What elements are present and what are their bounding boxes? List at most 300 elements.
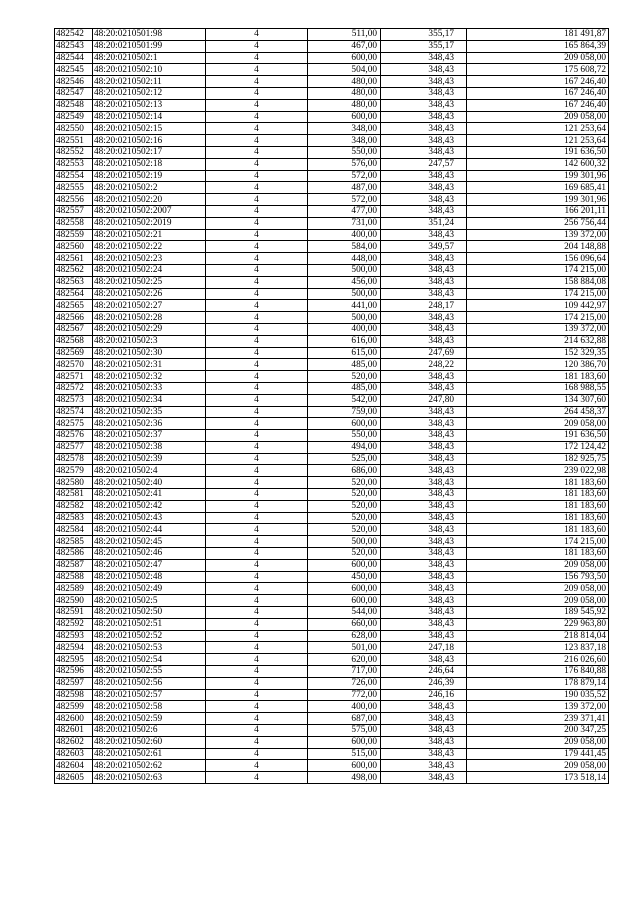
area-cell: 525,00 <box>308 453 381 465</box>
area-cell: 448,00 <box>308 253 381 265</box>
row-number-cell: 482569 <box>55 347 93 359</box>
cadastral-value-cell: 134 307,60 <box>467 394 609 406</box>
specific-value-cell: 348,43 <box>381 772 467 784</box>
area-cell: 731,00 <box>308 217 381 229</box>
specific-value-cell: 348,43 <box>381 135 467 147</box>
table-row <box>55 536 609 548</box>
row-number-cell: 482586 <box>55 548 93 560</box>
table-row <box>55 323 609 335</box>
area-cell: 400,00 <box>308 229 381 241</box>
specific-value-cell: 348,43 <box>381 87 467 99</box>
cadastral-number-cell: 48:20:0210502:2007 <box>93 205 206 217</box>
row-number-cell: 482550 <box>55 123 93 135</box>
row-number-cell: 482599 <box>55 701 93 713</box>
cadastral-value-cell: 165 864,39 <box>467 40 609 52</box>
cadastral-value-cell: 173 518,14 <box>467 772 609 784</box>
cadastral-number-cell: 48:20:0210502:2019 <box>93 217 206 229</box>
area-cell: 441,00 <box>308 300 381 312</box>
row-number-cell: 482592 <box>55 618 93 630</box>
specific-value-cell: 348,43 <box>381 76 467 88</box>
cadastral-value-cell: 181 183,60 <box>467 489 609 501</box>
table-row <box>55 760 609 772</box>
cadastral-number-cell: 48:20:0210502:49 <box>93 583 206 595</box>
cadastral-value-cell: 167 246,40 <box>467 76 609 88</box>
cadastral-value-cell: 139 372,00 <box>467 701 609 713</box>
category-code-cell: 4 <box>206 500 308 512</box>
specific-value-cell: 348,43 <box>381 123 467 135</box>
cadastral-number-cell: 48:20:0210502:53 <box>93 642 206 654</box>
category-code-cell: 4 <box>206 760 308 772</box>
category-code-cell: 4 <box>206 571 308 583</box>
row-number-cell: 482553 <box>55 158 93 170</box>
cadastral-number-cell: 48:20:0210502:61 <box>93 748 206 760</box>
category-code-cell: 4 <box>206 512 308 524</box>
specific-value-cell: 348,43 <box>381 477 467 489</box>
specific-value-cell: 348,43 <box>381 170 467 182</box>
specific-value-cell: 348,43 <box>381 52 467 64</box>
cadastral-number-cell: 48:20:0210502:38 <box>93 441 206 453</box>
table-row <box>55 276 609 288</box>
table-row <box>55 288 609 300</box>
cadastral-number-cell: 48:20:0210502:1 <box>93 52 206 64</box>
row-number-cell: 482589 <box>55 583 93 595</box>
area-cell: 400,00 <box>308 323 381 335</box>
area-cell: 576,00 <box>308 158 381 170</box>
specific-value-cell: 348,43 <box>381 229 467 241</box>
cadastral-value-cell: 174 215,00 <box>467 264 609 276</box>
table-row <box>55 76 609 88</box>
cadastral-number-cell: 48:20:0210502:41 <box>93 489 206 501</box>
table-row <box>55 725 609 737</box>
category-code-cell: 4 <box>206 182 308 194</box>
table-row <box>55 229 609 241</box>
cadastral-number-cell: 48:20:0210502:23 <box>93 253 206 265</box>
category-code-cell: 4 <box>206 583 308 595</box>
area-cell: 520,00 <box>308 477 381 489</box>
cadastral-value-cell: 156 793,50 <box>467 571 609 583</box>
cadastral-value-cell: 121 253,64 <box>467 135 609 147</box>
category-code-cell: 4 <box>206 300 308 312</box>
cadastral-number-cell: 48:20:0210502:32 <box>93 371 206 383</box>
category-code-cell: 4 <box>206 194 308 206</box>
area-cell: 600,00 <box>308 559 381 571</box>
cadastral-number-cell: 48:20:0210502:25 <box>93 276 206 288</box>
row-number-cell: 482556 <box>55 194 93 206</box>
cadastral-number-cell: 48:20:0210502:36 <box>93 418 206 430</box>
specific-value-cell: 348,43 <box>381 571 467 583</box>
category-code-cell: 4 <box>206 465 308 477</box>
cadastral-number-cell: 48:20:0210502:39 <box>93 453 206 465</box>
specific-value-cell: 348,43 <box>381 323 467 335</box>
specific-value-cell: 247,18 <box>381 642 467 654</box>
row-number-cell: 482603 <box>55 748 93 760</box>
cadastral-value-cell: 218 814,04 <box>467 630 609 642</box>
table-row <box>55 477 609 489</box>
row-number-cell: 482585 <box>55 536 93 548</box>
row-number-cell: 482559 <box>55 229 93 241</box>
area-cell: 575,00 <box>308 725 381 737</box>
row-number-cell: 482588 <box>55 571 93 583</box>
area-cell: 520,00 <box>308 512 381 524</box>
row-number-cell: 482583 <box>55 512 93 524</box>
cadastral-value-cell: 142 600,32 <box>467 158 609 170</box>
cadastral-number-cell: 48:20:0210502:57 <box>93 689 206 701</box>
row-number-cell: 482581 <box>55 489 93 501</box>
table-row <box>55 146 609 158</box>
area-cell: 485,00 <box>308 359 381 371</box>
table-row <box>55 524 609 536</box>
table-row <box>55 689 609 701</box>
cadastral-number-cell: 48:20:0210502:56 <box>93 677 206 689</box>
area-cell: 772,00 <box>308 689 381 701</box>
area-cell: 487,00 <box>308 182 381 194</box>
cadastral-value-cell: 158 884,08 <box>467 276 609 288</box>
cadastral-number-cell: 48:20:0210502:28 <box>93 312 206 324</box>
area-cell: 628,00 <box>308 630 381 642</box>
table-row <box>55 618 609 630</box>
category-code-cell: 4 <box>206 394 308 406</box>
area-cell: 687,00 <box>308 713 381 725</box>
row-number-cell: 482552 <box>55 146 93 158</box>
table-row <box>55 40 609 52</box>
specific-value-cell: 355,17 <box>381 29 467 41</box>
area-cell: 759,00 <box>308 406 381 418</box>
cadastral-value-cell: 166 201,11 <box>467 205 609 217</box>
category-code-cell: 4 <box>206 382 308 394</box>
cadastral-value-cell: 239 371,41 <box>467 713 609 725</box>
cadastral-number-cell: 48:20:0210502:30 <box>93 347 206 359</box>
row-number-cell: 482574 <box>55 406 93 418</box>
table-row <box>55 312 609 324</box>
table-row <box>55 607 609 619</box>
row-number-cell: 482548 <box>55 99 93 111</box>
row-number-cell: 482602 <box>55 736 93 748</box>
specific-value-cell: 348,43 <box>381 465 467 477</box>
row-number-cell: 482560 <box>55 241 93 253</box>
cadastral-number-cell: 48:20:0210502:16 <box>93 135 206 147</box>
cadastral-number-cell: 48:20:0210502:51 <box>93 618 206 630</box>
table-body <box>55 29 609 784</box>
category-code-cell: 4 <box>206 725 308 737</box>
specific-value-cell: 246,64 <box>381 666 467 678</box>
category-code-cell: 4 <box>206 99 308 111</box>
category-code-cell: 4 <box>206 323 308 335</box>
specific-value-cell: 348,43 <box>381 264 467 276</box>
cadastral-value-cell: 181 183,60 <box>467 548 609 560</box>
cadastral-value-cell: 229 963,80 <box>467 618 609 630</box>
category-code-cell: 4 <box>206 64 308 76</box>
specific-value-cell: 248,17 <box>381 300 467 312</box>
area-cell: 477,00 <box>308 205 381 217</box>
category-code-cell: 4 <box>206 253 308 265</box>
specific-value-cell: 348,43 <box>381 382 467 394</box>
area-cell: 572,00 <box>308 170 381 182</box>
specific-value-cell: 348,43 <box>381 607 467 619</box>
category-code-cell: 4 <box>206 123 308 135</box>
category-code-cell: 4 <box>206 406 308 418</box>
cadastral-value-table <box>54 28 609 784</box>
area-cell: 515,00 <box>308 748 381 760</box>
area-cell: 485,00 <box>308 382 381 394</box>
cadastral-value-cell: 209 058,00 <box>467 760 609 772</box>
specific-value-cell: 348,43 <box>381 406 467 418</box>
cadastral-value-cell: 209 058,00 <box>467 418 609 430</box>
cadastral-number-cell: 48:20:0210502:10 <box>93 64 206 76</box>
cadastral-value-cell: 200 347,25 <box>467 725 609 737</box>
category-code-cell: 4 <box>206 689 308 701</box>
area-cell: 686,00 <box>308 465 381 477</box>
cadastral-value-cell: 181 183,60 <box>467 512 609 524</box>
specific-value-cell: 348,43 <box>381 701 467 713</box>
area-cell: 616,00 <box>308 335 381 347</box>
cadastral-number-cell: 48:20:0210502:52 <box>93 630 206 642</box>
cadastral-value-cell: 156 096,64 <box>467 253 609 265</box>
category-code-cell: 4 <box>206 52 308 64</box>
category-code-cell: 4 <box>206 76 308 88</box>
table-row <box>55 182 609 194</box>
table-row <box>55 135 609 147</box>
table-row <box>55 748 609 760</box>
cadastral-number-cell: 48:20:0210502:12 <box>93 87 206 99</box>
table-row <box>55 170 609 182</box>
row-number-cell: 482604 <box>55 760 93 772</box>
area-cell: 544,00 <box>308 607 381 619</box>
row-number-cell: 482590 <box>55 595 93 607</box>
cadastral-value-cell: 181 183,60 <box>467 477 609 489</box>
row-number-cell: 482573 <box>55 394 93 406</box>
table-row <box>55 465 609 477</box>
table-row <box>55 713 609 725</box>
table-row <box>55 630 609 642</box>
category-code-cell: 4 <box>206 146 308 158</box>
table-row <box>55 264 609 276</box>
area-cell: 584,00 <box>308 241 381 253</box>
cadastral-number-cell: 48:20:0210502:31 <box>93 359 206 371</box>
area-cell: 660,00 <box>308 618 381 630</box>
cadastral-value-cell: 182 925,75 <box>467 453 609 465</box>
cadastral-number-cell: 48:20:0210502:48 <box>93 571 206 583</box>
cadastral-value-cell: 190 035,52 <box>467 689 609 701</box>
area-cell: 400,00 <box>308 701 381 713</box>
table-row <box>55 512 609 524</box>
area-cell: 520,00 <box>308 500 381 512</box>
row-number-cell: 482577 <box>55 441 93 453</box>
category-code-cell: 4 <box>206 205 308 217</box>
row-number-cell: 482542 <box>55 29 93 41</box>
cadastral-value-cell: 181 491,87 <box>467 29 609 41</box>
specific-value-cell: 348,43 <box>381 276 467 288</box>
row-number-cell: 482566 <box>55 312 93 324</box>
cadastral-value-table-page <box>54 28 608 784</box>
row-number-cell: 482570 <box>55 359 93 371</box>
row-number-cell: 482595 <box>55 654 93 666</box>
row-number-cell: 482567 <box>55 323 93 335</box>
cadastral-value-cell: 174 215,00 <box>467 536 609 548</box>
area-cell: 600,00 <box>308 111 381 123</box>
area-cell: 456,00 <box>308 276 381 288</box>
specific-value-cell: 349,57 <box>381 241 467 253</box>
specific-value-cell: 348,43 <box>381 182 467 194</box>
specific-value-cell: 247,57 <box>381 158 467 170</box>
specific-value-cell: 348,43 <box>381 371 467 383</box>
cadastral-number-cell: 48:20:0210502:40 <box>93 477 206 489</box>
cadastral-value-cell: 179 441,45 <box>467 748 609 760</box>
specific-value-cell: 355,17 <box>381 40 467 52</box>
row-number-cell: 482558 <box>55 217 93 229</box>
cadastral-value-cell: 174 215,00 <box>467 288 609 300</box>
row-number-cell: 482594 <box>55 642 93 654</box>
cadastral-number-cell: 48:20:0210502:5 <box>93 595 206 607</box>
specific-value-cell: 348,43 <box>381 441 467 453</box>
category-code-cell: 4 <box>206 264 308 276</box>
row-number-cell: 482576 <box>55 430 93 442</box>
row-number-cell: 482544 <box>55 52 93 64</box>
table-row <box>55 111 609 123</box>
area-cell: 520,00 <box>308 371 381 383</box>
category-code-cell: 4 <box>206 548 308 560</box>
specific-value-cell: 246,39 <box>381 677 467 689</box>
specific-value-cell: 348,43 <box>381 453 467 465</box>
cadastral-value-cell: 209 058,00 <box>467 583 609 595</box>
cadastral-value-cell: 264 458,37 <box>467 406 609 418</box>
cadastral-value-cell: 178 879,14 <box>467 677 609 689</box>
category-code-cell: 4 <box>206 772 308 784</box>
category-code-cell: 4 <box>206 441 308 453</box>
area-cell: 600,00 <box>308 736 381 748</box>
cadastral-value-cell: 123 837,18 <box>467 642 609 654</box>
table-row <box>55 772 609 784</box>
specific-value-cell: 348,43 <box>381 760 467 772</box>
table-row <box>55 489 609 501</box>
area-cell: 600,00 <box>308 760 381 772</box>
table-row <box>55 347 609 359</box>
category-code-cell: 4 <box>206 489 308 501</box>
cadastral-value-cell: 209 058,00 <box>467 559 609 571</box>
specific-value-cell: 348,43 <box>381 288 467 300</box>
cadastral-number-cell: 48:20:0210502:60 <box>93 736 206 748</box>
cadastral-number-cell: 48:20:0210502:63 <box>93 772 206 784</box>
table-row <box>55 441 609 453</box>
cadastral-number-cell: 48:20:0210501:98 <box>93 29 206 41</box>
row-number-cell: 482545 <box>55 64 93 76</box>
row-number-cell: 482582 <box>55 500 93 512</box>
area-cell: 500,00 <box>308 288 381 300</box>
area-cell: 717,00 <box>308 666 381 678</box>
area-cell: 500,00 <box>308 312 381 324</box>
cadastral-number-cell: 48:20:0210502:27 <box>93 300 206 312</box>
cadastral-value-cell: 209 058,00 <box>467 595 609 607</box>
table-row <box>55 52 609 64</box>
row-number-cell: 482597 <box>55 677 93 689</box>
cadastral-value-cell: 204 148,88 <box>467 241 609 253</box>
table-row <box>55 595 609 607</box>
specific-value-cell: 348,43 <box>381 418 467 430</box>
specific-value-cell: 348,43 <box>381 583 467 595</box>
table-row <box>55 406 609 418</box>
table-row <box>55 29 609 41</box>
specific-value-cell: 348,43 <box>381 548 467 560</box>
cadastral-value-cell: 109 442,97 <box>467 300 609 312</box>
cadastral-number-cell: 48:20:0210502:4 <box>93 465 206 477</box>
cadastral-value-cell: 239 022,98 <box>467 465 609 477</box>
cadastral-value-cell: 181 183,60 <box>467 524 609 536</box>
row-number-cell: 482575 <box>55 418 93 430</box>
row-number-cell: 482579 <box>55 465 93 477</box>
area-cell: 600,00 <box>308 595 381 607</box>
row-number-cell: 482564 <box>55 288 93 300</box>
category-code-cell: 4 <box>206 607 308 619</box>
row-number-cell: 482568 <box>55 335 93 347</box>
row-number-cell: 482546 <box>55 76 93 88</box>
category-code-cell: 4 <box>206 642 308 654</box>
cadastral-number-cell: 48:20:0210502:58 <box>93 701 206 713</box>
cadastral-number-cell: 48:20:0210502:17 <box>93 146 206 158</box>
cadastral-number-cell: 48:20:0210502:62 <box>93 760 206 772</box>
row-number-cell: 482557 <box>55 205 93 217</box>
cadastral-number-cell: 48:20:0210502:33 <box>93 382 206 394</box>
table-row <box>55 654 609 666</box>
area-cell: 620,00 <box>308 654 381 666</box>
cadastral-number-cell: 48:20:0210502:55 <box>93 666 206 678</box>
cadastral-number-cell: 48:20:0210502:20 <box>93 194 206 206</box>
category-code-cell: 4 <box>206 229 308 241</box>
category-code-cell: 4 <box>206 524 308 536</box>
cadastral-value-cell: 189 545,92 <box>467 607 609 619</box>
table-row <box>55 666 609 678</box>
specific-value-cell: 248,22 <box>381 359 467 371</box>
area-cell: 520,00 <box>308 489 381 501</box>
cadastral-number-cell: 48:20:0210502:34 <box>93 394 206 406</box>
area-cell: 500,00 <box>308 264 381 276</box>
table-row <box>55 701 609 713</box>
table-row <box>55 418 609 430</box>
category-code-cell: 4 <box>206 359 308 371</box>
cadastral-number-cell: 48:20:0210502:45 <box>93 536 206 548</box>
cadastral-number-cell: 48:20:0210502:22 <box>93 241 206 253</box>
table-row <box>55 382 609 394</box>
specific-value-cell: 348,43 <box>381 194 467 206</box>
table-row <box>55 453 609 465</box>
area-cell: 615,00 <box>308 347 381 359</box>
cadastral-value-cell: 174 215,00 <box>467 312 609 324</box>
row-number-cell: 482600 <box>55 713 93 725</box>
row-number-cell: 482596 <box>55 666 93 678</box>
cadastral-number-cell: 48:20:0210502:42 <box>93 500 206 512</box>
cadastral-number-cell: 48:20:0210502:35 <box>93 406 206 418</box>
cadastral-value-cell: 169 685,41 <box>467 182 609 194</box>
cadastral-number-cell: 48:20:0210502:47 <box>93 559 206 571</box>
table-row <box>55 335 609 347</box>
specific-value-cell: 348,43 <box>381 748 467 760</box>
table-row <box>55 205 609 217</box>
row-number-cell: 482555 <box>55 182 93 194</box>
area-cell: 550,00 <box>308 146 381 158</box>
category-code-cell: 4 <box>206 618 308 630</box>
table-row <box>55 677 609 689</box>
category-code-cell: 4 <box>206 559 308 571</box>
area-cell: 600,00 <box>308 52 381 64</box>
table-row <box>55 394 609 406</box>
category-code-cell: 4 <box>206 477 308 489</box>
row-number-cell: 482578 <box>55 453 93 465</box>
cadastral-number-cell: 48:20:0210501:99 <box>93 40 206 52</box>
category-code-cell: 4 <box>206 677 308 689</box>
category-code-cell: 4 <box>206 158 308 170</box>
area-cell: 520,00 <box>308 524 381 536</box>
table-row <box>55 217 609 229</box>
cadastral-value-cell: 175 608,72 <box>467 64 609 76</box>
table-row <box>55 359 609 371</box>
